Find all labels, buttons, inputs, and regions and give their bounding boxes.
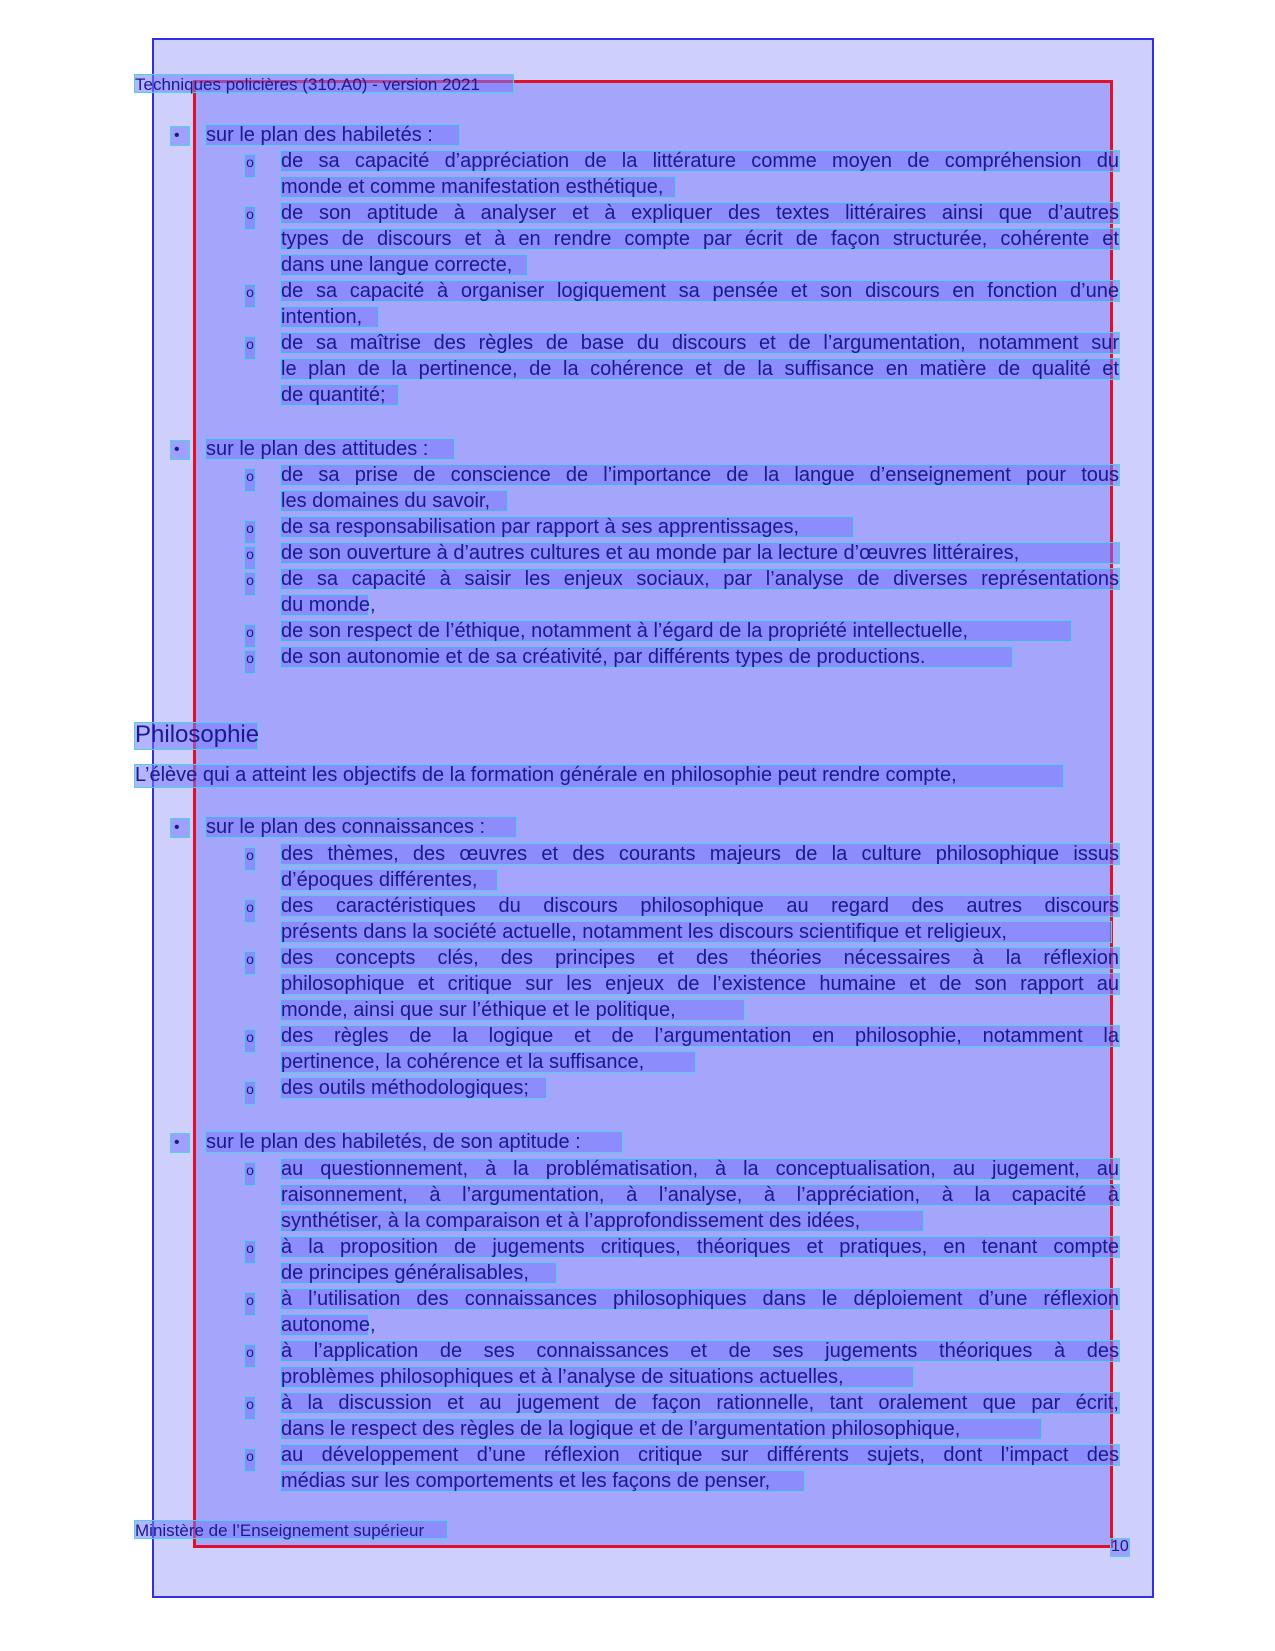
section-label: sur le plan des habiletés : xyxy=(205,124,460,146)
list-item-line: de sa maîtrise des règles de base du discours et de l’argumentation, notamment sur xyxy=(281,332,1119,354)
sub-bullet-marker: o xyxy=(244,336,256,360)
list-item-line: au questionnement, à la problématisation, à la conceptualisation, au jugement, au xyxy=(281,1158,1119,1180)
sub-bullet-marker: o xyxy=(244,546,256,570)
sub-bullet-marker: o xyxy=(244,468,256,492)
sub-bullet-marker: o xyxy=(244,154,256,178)
list-item-line: raisonnement, à l’argumentation, à l’analyse, à l’appréciation, à la capacité à xyxy=(281,1184,1119,1206)
list-item-line: monde, ainsi que sur l’éthique et le politique, xyxy=(280,999,745,1021)
sub-bullet-marker: o xyxy=(244,1240,256,1264)
running-footer: Ministère de l’Enseignement supérieur xyxy=(134,1520,448,1539)
list-item-line: du monde, xyxy=(281,594,376,616)
list-item-line: de son autonomie et de sa créativité, par différents types de productions. xyxy=(280,646,1013,668)
sub-bullet-marker: o xyxy=(244,1292,256,1316)
sub-bullet-marker: o xyxy=(244,1396,256,1420)
list-item-line: de son ouverture à d’autres cultures et au monde par la lecture d’œuvres littéraires, xyxy=(280,542,1120,564)
sub-bullet-marker: o xyxy=(244,1081,256,1105)
list-item-line: des concepts clés, des principes et des théories nécessaires à la réflexion xyxy=(281,947,1119,969)
list-item-line: types de discours et à en rendre compte par écrit de façon structurée, cohérente et xyxy=(281,228,1119,250)
sub-bullet-marker: o xyxy=(244,624,256,648)
list-item-line: de sa capacité d’appréciation de la littérature comme moyen de compréhension du xyxy=(281,150,1119,172)
list-item-line: problèmes philosophiques et à l’analyse de situations actuelles, xyxy=(280,1366,914,1388)
list-item-line: le plan de la pertinence, de la cohérence et de la suffisance en matière de qualité et xyxy=(281,358,1119,380)
list-item-line: monde et comme manifestation esthétique, xyxy=(280,176,676,198)
sub-bullet-marker: o xyxy=(244,572,256,596)
running-header: Techniques policières (310.A0) - version 2021 xyxy=(134,74,514,93)
page-number: 10 xyxy=(1111,1538,1129,1555)
list-item-line: des caractéristiques du discours philosophique au regard des autres discours xyxy=(281,895,1119,917)
list-item-line: pertinence, la cohérence et la suffisance, xyxy=(280,1051,696,1073)
sub-bullet-marker: o xyxy=(244,1162,256,1186)
list-item-line: de principes généralisables, xyxy=(280,1262,557,1284)
sub-bullet-marker: o xyxy=(244,951,256,975)
sub-bullet-marker: o xyxy=(244,206,256,230)
list-item-line: de son respect de l’éthique, notamment à l’égard de la propriété intellectuelle, xyxy=(280,620,1072,642)
sub-bullet-marker: o xyxy=(244,520,256,544)
list-item-line: philosophique et critique sur les enjeux de l’existence humaine et de son rapport au xyxy=(281,973,1119,995)
list-item-line: à la proposition de jugements critiques, théoriques et pratiques, en tenant compte xyxy=(281,1236,1119,1258)
list-item-line: à la discussion et au jugement de façon rationnelle, tant oralement que par écrit, xyxy=(281,1392,1119,1414)
sub-bullet-marker: o xyxy=(244,650,256,674)
sub-bullet-marker: o xyxy=(244,847,256,871)
list-item-line: les domaines du savoir, xyxy=(280,490,508,512)
list-item-line: intention, xyxy=(280,306,379,328)
list-item-line: de sa capacité à saisir les enjeux sociaux, par l’analyse de diverses représentations xyxy=(281,568,1119,590)
section-label: sur le plan des attitudes : xyxy=(205,438,455,460)
list-item-line: de sa capacité à organiser logiquement sa pensée et son discours en fonction d’une xyxy=(281,280,1119,302)
section-label: sur le plan des habiletés, de son aptitude : xyxy=(205,1131,623,1153)
list-item-line: des règles de la logique et de l’argumentation en philosophie, notamment la xyxy=(281,1025,1119,1047)
list-item-line: présents dans la société actuelle, notamment les discours scientifique et religieux, xyxy=(280,921,1112,943)
list-item-line: de sa prise de conscience de l’importance de la langue d’enseignement pour tous xyxy=(281,464,1119,486)
list-item-line: synthétiser, à la comparaison et à l’approfondissement des idées, xyxy=(280,1210,924,1232)
list-item-line: dans une langue correcte, xyxy=(280,254,528,276)
list-item-line: des outils méthodologiques; xyxy=(280,1077,547,1099)
section-label: sur le plan des connaissances : xyxy=(205,816,517,838)
sub-bullet-marker: o xyxy=(244,1448,256,1472)
list-item-line: dans le respect des règles de la logique et de l’argumentation philosophique, xyxy=(280,1418,1042,1440)
bullet-marker: • xyxy=(170,818,190,838)
list-item-line: de sa responsabilisation par rapport à ses apprentissages, xyxy=(280,516,854,538)
list-item-line: à l’application de ses connaissances et de ses jugements théoriques à des xyxy=(281,1340,1119,1362)
sub-bullet-marker: o xyxy=(244,899,256,923)
section-title: Philosophie xyxy=(135,721,260,748)
list-item-line: au développement d’une réflexion critique sur différents sujets, dont l’impact des xyxy=(281,1444,1119,1466)
bullet-marker: • xyxy=(170,126,190,146)
list-item-line: de quantité; xyxy=(280,384,399,406)
list-item-line: de son aptitude à analyser et à expliquer des textes littéraires ainsi que d’autres xyxy=(281,202,1119,224)
list-item-line: autonome, xyxy=(281,1314,376,1336)
sub-bullet-marker: o xyxy=(244,284,256,308)
list-item-line: d’époques différentes, xyxy=(280,869,498,891)
intro-paragraph: L’élève qui a atteint les objectifs de la formation générale en philosophie peut rendre compte, xyxy=(134,764,1064,788)
list-item-line: des thèmes, des œuvres et des courants majeurs de la culture philosophique issus xyxy=(281,843,1119,865)
list-item-line: médias sur les comportements et les façons de penser, xyxy=(280,1470,805,1492)
list-item-line: à l’utilisation des connaissances philosophiques dans le déploiement d’une réflexion xyxy=(281,1288,1119,1310)
sub-bullet-marker: o xyxy=(244,1029,256,1053)
bullet-marker: • xyxy=(170,440,190,460)
sub-bullet-marker: o xyxy=(244,1344,256,1368)
bullet-marker: • xyxy=(170,1133,190,1153)
